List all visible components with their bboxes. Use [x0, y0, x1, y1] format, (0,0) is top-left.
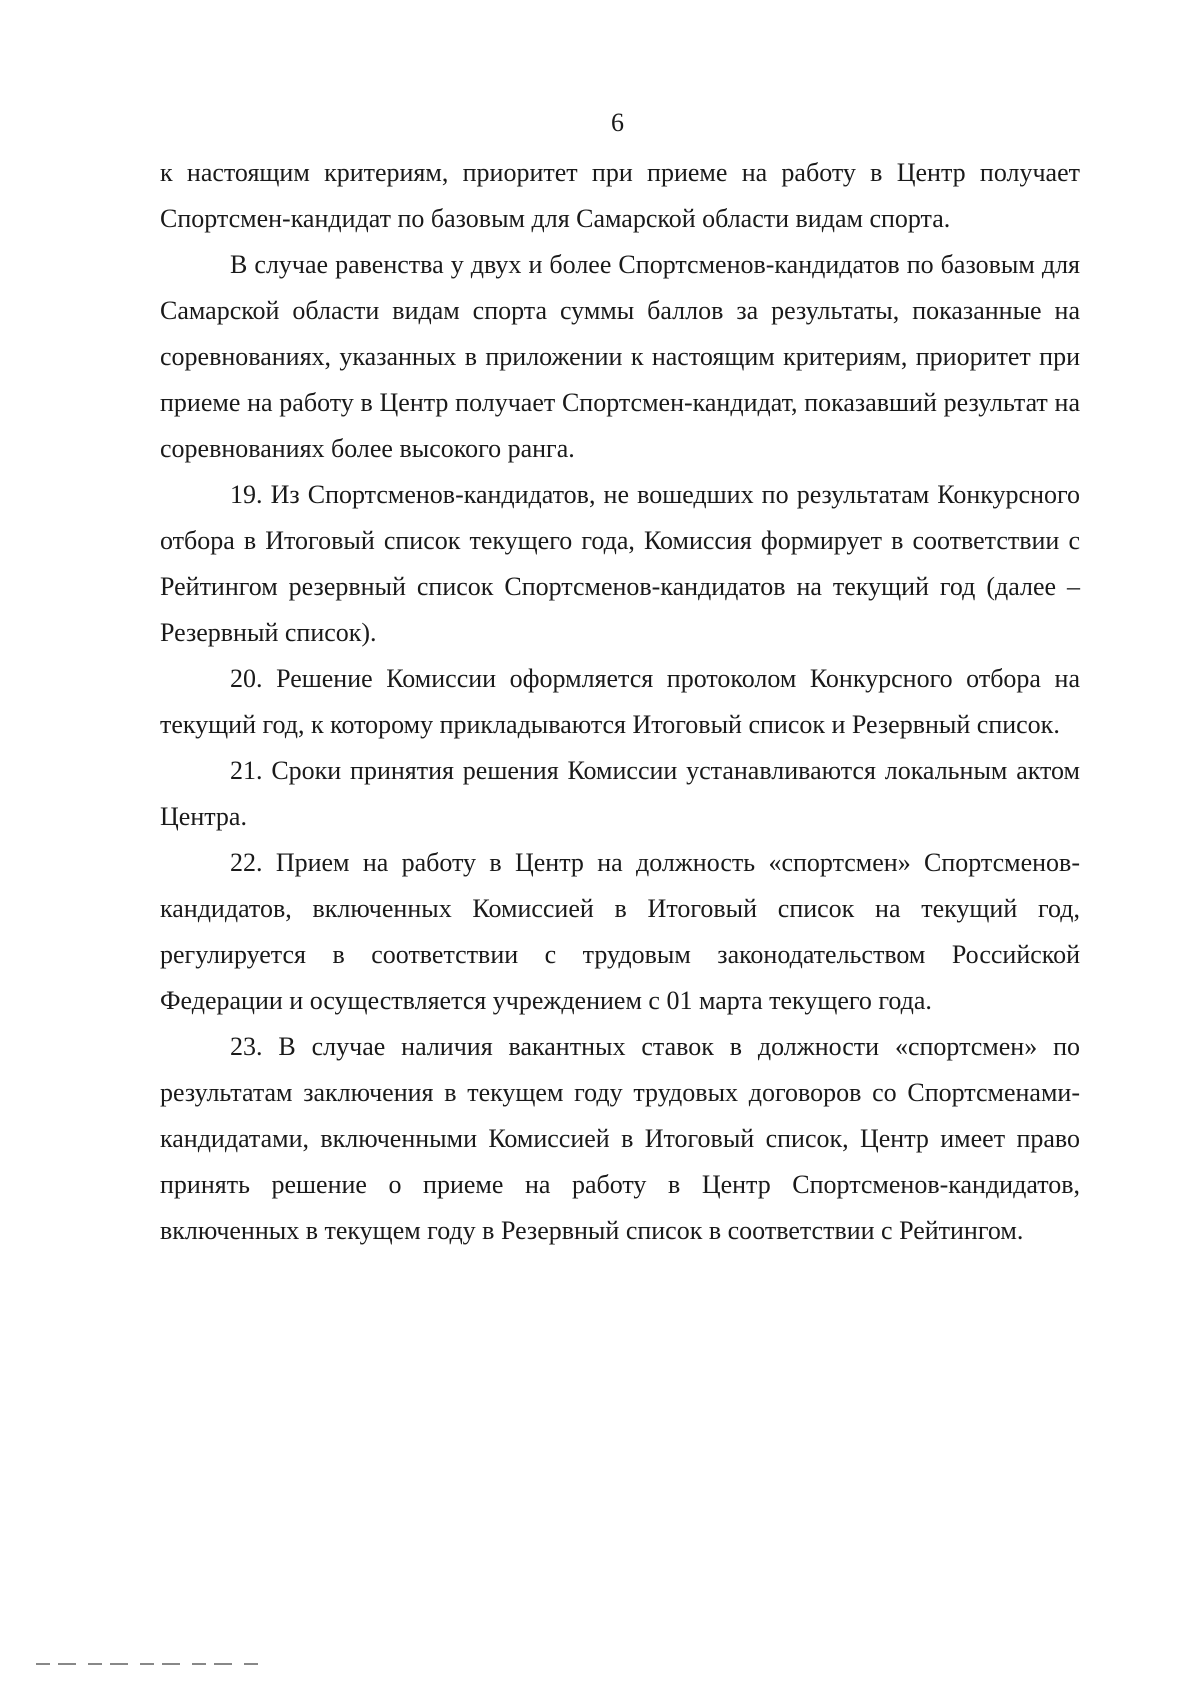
scan-artifact [36, 1663, 266, 1665]
paragraph-20: 20. Решение Комиссии оформляется протоколом Конкурсного отбора на текущий год, к которому прикладываются Итоговый список и Резервный список. [160, 664, 1080, 739]
paragraph-19: 19. Из Спортсменов-кандидатов, не вошедших по результатам Конкурсного отбора в Итоговый список текущего года, Комиссия формирует в соответствии с Рейтингом резервный список Спортсменов-кандидатов на текущий год (далее – Резервный список). [160, 480, 1080, 647]
paragraph-21: 21. Сроки принятия решения Комиссии устанавливаются локальным актом Центра. [160, 756, 1080, 831]
document-body [160, 150, 1080, 1254]
paragraph-continuation: к настоящим критериям, приоритет при приеме на работу в Центр получает Спортсмен-кандидат по базовым для Самарской области видам спорта. [160, 158, 1080, 233]
page-number: 6 [611, 108, 624, 137]
paragraph-23: 23. В случае наличия вакантных ставок в должности «спортсмен» по результатам заключения в текущем году трудовых договоров со Спортсменами-кандидатами, включенными Комиссией в Итоговый список, Центр имеет право принять решение о приеме на работу в Центр Спортсменов-кандидатов, включенных в текущем году в Резервный список в соответствии с Рейтингом. [160, 1032, 1080, 1245]
paragraph-equality-rule: В случае равенства у двух и более Спортсменов-кандидатов по базовым для Самарской области видам спорта суммы баллов за результаты, показанные на соревнованиях, указанных в приложении к настоящим критериям, приоритет при приеме на работу в Центр получает Спортсмен-кандидат, показавший результат на соревнованиях более высокого ранга. [160, 250, 1080, 463]
paragraph-22: 22. Прием на работу в Центр на должность «спортсмен» Спортсменов-кандидатов, включенных Комиссией в Итоговый список на текущий год, регулируется в соответствии с трудовым законодательством Российской Федерации и осуществляется учреждением с 01 марта текущего года. [160, 848, 1080, 1015]
